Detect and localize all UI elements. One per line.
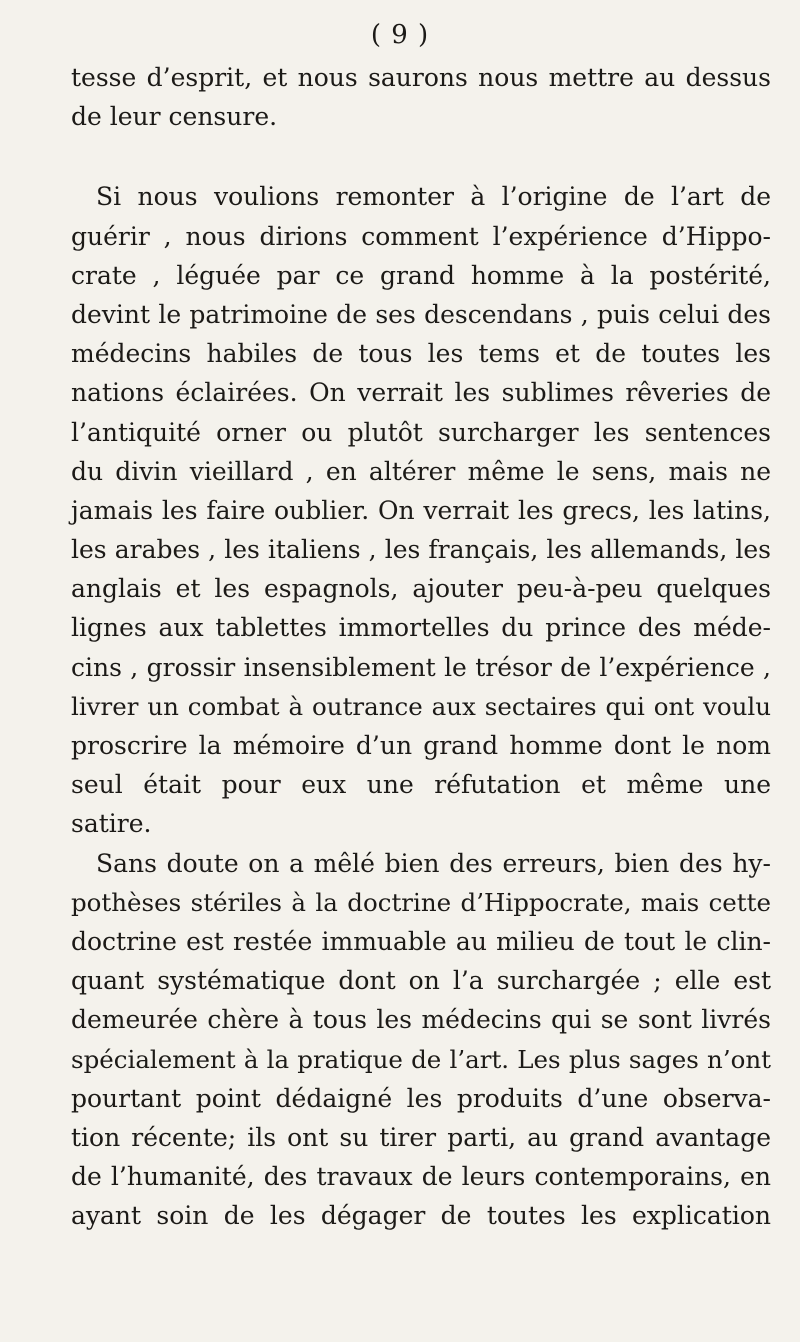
text-line: nations éclairées. On verrait les sublimes rêveries de [71, 378, 771, 408]
paragraph [71, 177, 771, 843]
text-line: anglais et les espagnols, ajouter peu-à-peu quelques [71, 574, 771, 604]
text-line: quant systématique dont on l’a surchargée ; elle est [71, 966, 771, 996]
text-line: l’antiquité orner ou plutôt surcharger les sentences [71, 417, 771, 447]
text-line: Si nous voulions remonter à l’origine de l’art de [96, 182, 771, 212]
text-line: guérir , nous dirions comment l’expérience d’Hippo- [71, 221, 771, 251]
text-line: de l’humanité, des travaux de leurs contemporains, en [71, 1162, 771, 1192]
text-line: tion récente; ils ont su tirer parti, au grand avantage [71, 1122, 771, 1152]
text-line: médecins habiles de tous les tems et de toutes les [71, 339, 771, 369]
paragraph [71, 58, 771, 136]
page-number: ( 9 ) [370, 20, 430, 50]
text-line: jamais les faire oublier. On verrait les grecs, les latins, [71, 495, 771, 525]
text-line: devint le patrimoine de ses descendans , puis celui des [71, 299, 771, 329]
text-line: satire. [71, 809, 152, 839]
text-line: tesse d’esprit, et nous saurons nous mettre au dessus [71, 63, 771, 92]
text-line: demeurée chère à tous les médecins qui se sont livrés [71, 1005, 771, 1035]
text-line: crate , léguée par ce grand homme à la postérité, [71, 260, 771, 290]
text-line: proscrire la mémoire d’un grand homme dont le nom [71, 731, 771, 760]
text-line: livrer un combat à outrance aux sectaires qui ont voulu [71, 691, 771, 721]
text-line: lignes aux tablettes immortelles du prince des méde- [71, 613, 771, 643]
paragraph [71, 844, 771, 1236]
paragraph-gap [71, 136, 771, 177]
text-line: du divin vieillard , en altérer même le sens, mais ne [71, 456, 771, 486]
text-line: Sans doute on a mêlé bien des erreurs, bien des hy- [96, 848, 771, 878]
text-line: cins , grossir insensiblement le trésor de l’expérience , [71, 652, 771, 682]
body-text [71, 58, 771, 1235]
text-line: pothèses stériles à la doctrine d’Hippocrate, mais cette [71, 887, 771, 917]
text-line: spécialement à la pratique de l’art. Les plus sages n’ont [71, 1044, 771, 1074]
text-line: les arabes , les italiens , les français, les allemands, les [71, 535, 771, 565]
text-line: pourtant point dédaigné les produits d’une observa- [71, 1083, 771, 1113]
text-line: ayant soin de les dégager de toutes les explication [71, 1201, 771, 1231]
text-line: seul était pour eux une réfutation et même une [71, 770, 771, 800]
text-line: de leur censure. [71, 102, 278, 132]
text-line: doctrine est restée immuable au milieu de tout le clin- [71, 926, 771, 956]
